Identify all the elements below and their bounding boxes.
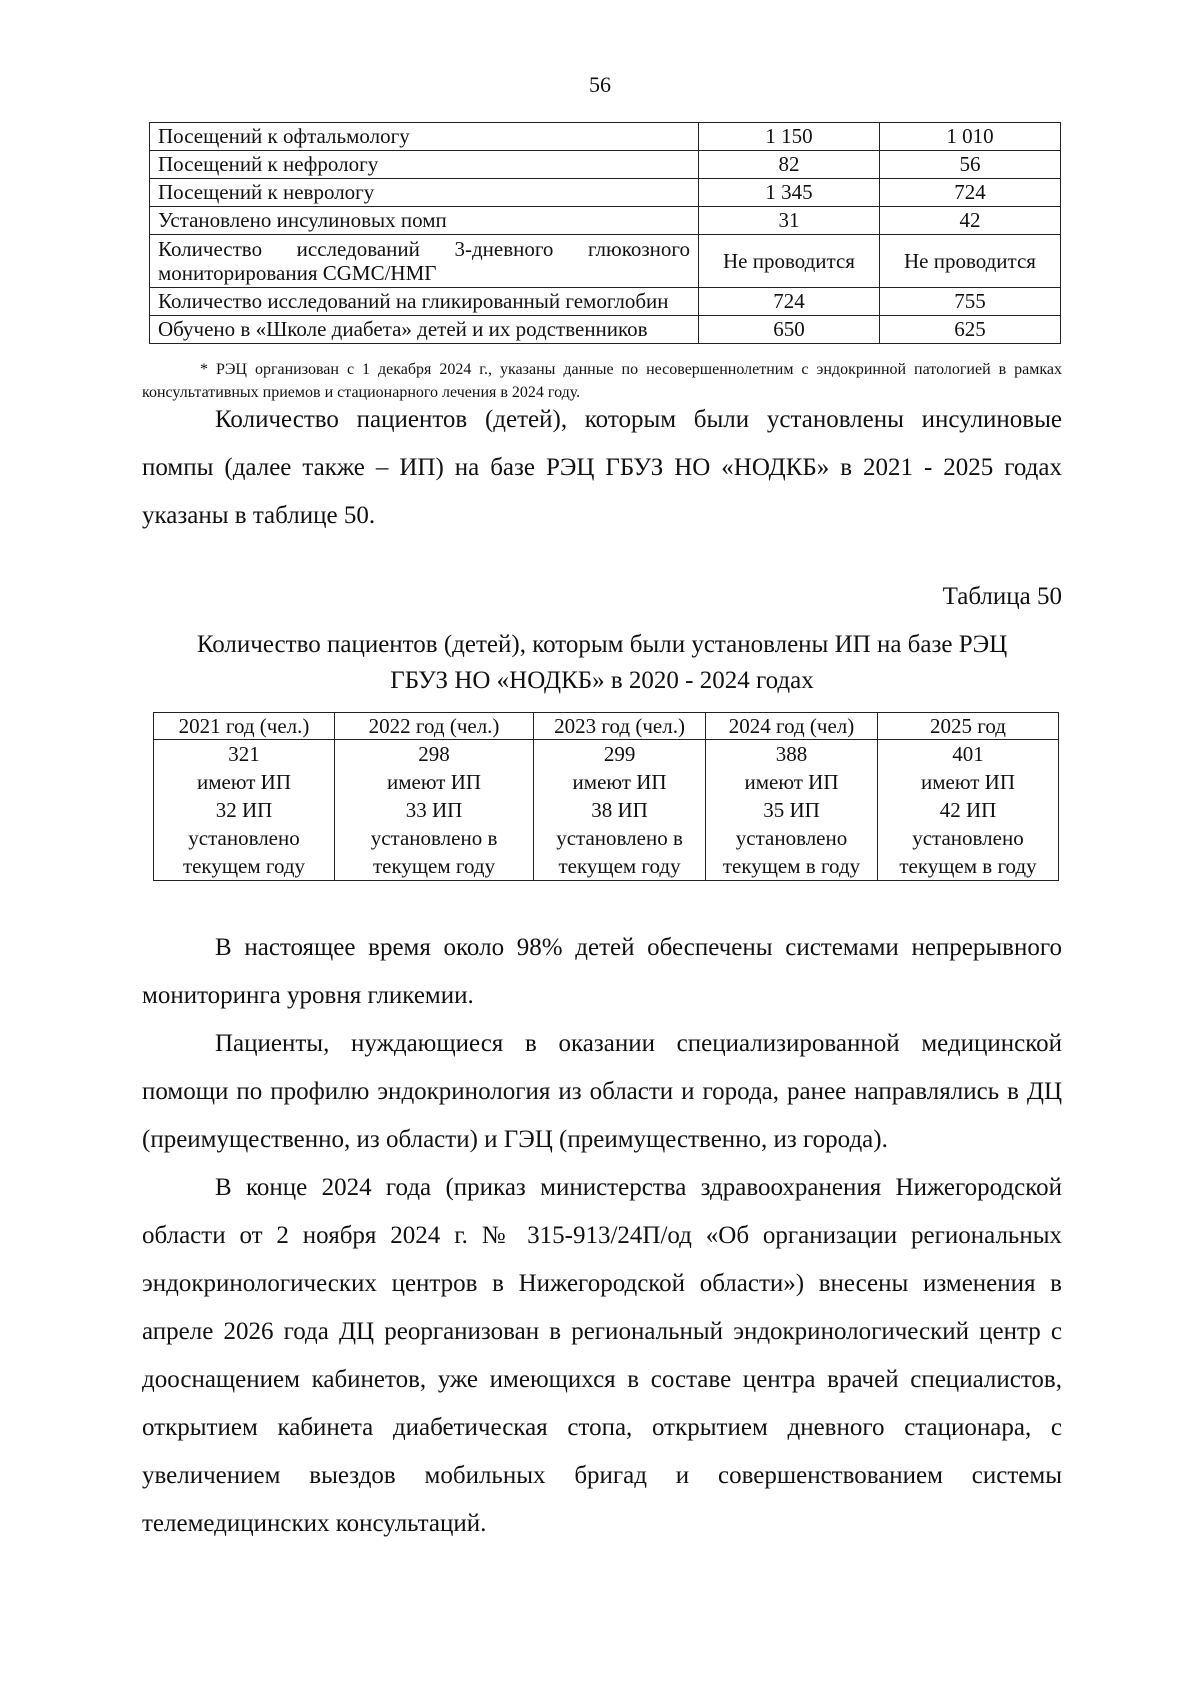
row-label: Посещений к неврологу [150,179,699,207]
row-label: Количество исследований 3-дневного глюкозного мониторирования CGMC/НМГ [150,235,699,288]
row-label: Количество исследований на гликированный гемоглобин [150,288,699,316]
table-row [150,207,1061,235]
table-caption [142,627,1062,699]
table-cell [335,740,534,881]
cell-line: имеют ИП [387,770,482,794]
cell-line: текущем в году [899,854,1037,878]
cell-line: установлено [912,826,1024,850]
caption-line: Количество пациентов (детей), которым были установлены ИП на базе РЭЦ [196,631,1008,658]
row-label: Посещений к нефрологу [150,151,699,179]
row-value-2: 42 [879,207,1060,235]
row-value-2: 724 [879,179,1060,207]
paragraph-insulin-pumps: Количество пациентов (детей), которым были установлены инсулиновые помпы (далее также – ИП) на базе РЭЦ ГБУЗ НО «НОДКБ» в 2021 - 2025 годах указаны в таблице 50. [142,406,1062,529]
row-value-2: 625 [879,316,1060,344]
row-value-2: 56 [879,151,1060,179]
cell-line: имеют ИП [744,770,839,794]
table-row [150,179,1061,207]
table-cell [534,740,706,881]
table-cell [877,740,1058,881]
row-value-2: 755 [879,288,1060,316]
column-header: 2023 год (чел.) [534,713,706,740]
cell-line: текущем году [182,854,306,878]
row-value-2: Не проводится [879,235,1060,288]
cell-line: 35 ИП [763,798,820,822]
cell-line: текущем году [558,854,681,878]
row-value-1: 1 345 [698,179,879,207]
cell-line: текущем году [372,854,496,878]
table-row [154,740,1059,881]
table-header-row [154,713,1059,740]
cell-line: 32 ИП [215,798,273,822]
row-value-1: 82 [698,151,879,179]
cell-line: 38 ИП [591,798,648,822]
table-cell [154,740,335,881]
cell-line: установлено [188,826,300,850]
statistics-table-continued [149,122,1061,344]
paragraph-reorganization: В конце 2024 года (приказ министерства здравоохранения Нижегородской области от 2 ноября 2024 г. № 315-913/24П/од «Об организации региональных эндокринологических центров в Нижегородской области») внесены изменения в апреле 2026 года ДЦ реорганизован в региональный эндокринологический центр с дооснащением кабинетов, уже имеющихся в составе центра врачей специалистов, открытием кабинета диабетическая стопа, открытием дневного стационара, с увеличением выездов мобильных бригад и совершенствованием системы телемедицинских консультаций. [142,1174,1062,1537]
table-number: Таблица 50 [942,583,1062,610]
cell-line: установлено в [370,826,498,850]
cell-line: 299 [603,742,636,766]
table-row [150,123,1061,151]
insulin-pump-table [153,712,1059,881]
cell-line: установлено [735,826,848,850]
cell-line: 321 [228,742,260,766]
caption-line: ГБУЗ НО «НОДКБ» в 2020 - 2024 годах [390,667,814,694]
row-label: Обучено в «Школе диабета» детей и их родственников [150,316,699,344]
row-value-1: Не проводится [698,235,879,288]
row-value-1: 724 [698,288,879,316]
cell-line: имеют ИП [572,770,667,794]
table-row [150,316,1061,344]
table-cell [706,740,878,881]
cell-line: имеют ИП [196,770,292,794]
row-value-1: 1 150 [698,123,879,151]
cell-line: 42 ИП [939,798,997,822]
cell-line: имеют ИП [920,770,1015,794]
row-value-2: 1 010 [879,123,1060,151]
column-header: 2024 год (чел) [706,713,878,740]
table-row [150,151,1061,179]
row-label: Посещений к офтальмологу [150,123,699,151]
cell-line: 388 [775,742,808,766]
table-row [150,288,1061,316]
table-footnote: * РЭЦ организован с 1 декабря 2024 г., указаны данные по несовершеннолетним с эндокринной патологией в рамках консультативных приемов и стационарного лечения в 2024 году. [142,361,1062,401]
cell-line: текущем в году [722,854,861,878]
column-header: 2022 год (чел.) [335,713,534,740]
cell-line: установлено в [556,826,683,850]
row-value-1: 650 [698,316,879,344]
column-header: 2025 год [877,713,1058,740]
page-number: 56 [589,72,611,97]
paragraph-monitoring: В настоящее время около 98% детей обеспечены системами непрерывного мониторинга уровня гликемии. [142,934,1062,1009]
paragraph-referral: Пациенты, нуждающиеся в оказании специализированной медицинской помощи по профилю эндокринология из области и города, ранее направлялись в ДЦ (преимущественно, из области) и ГЭЦ (преимущественно, из города). [142,1030,1062,1153]
cell-line: 401 [952,742,984,766]
table-row [150,235,1061,288]
cell-line: 298 [418,742,450,766]
row-value-1: 31 [698,207,879,235]
column-header: 2021 год (чел.) [154,713,335,740]
cell-line: 33 ИП [405,798,463,822]
row-label: Установлено инсулиновых помп [150,207,699,235]
